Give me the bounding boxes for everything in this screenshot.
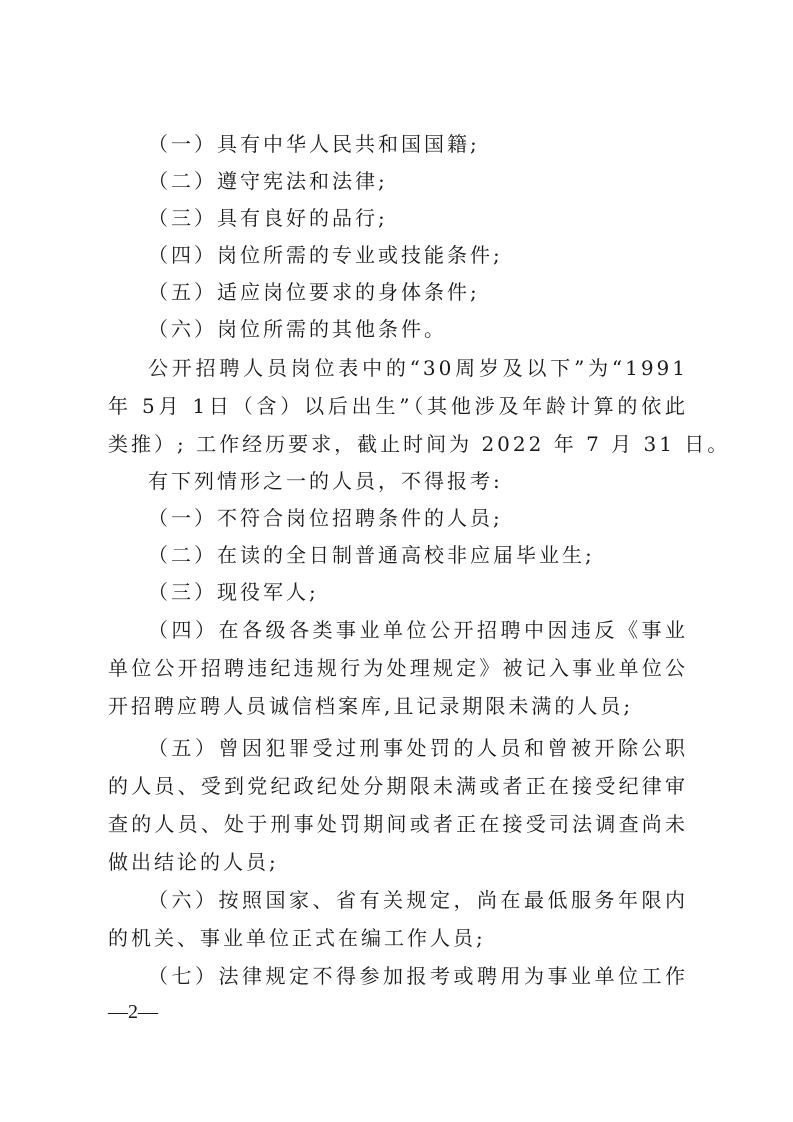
paragraph-line: （六）按照国家、省有关规定，尚在最低服务年限内 <box>148 888 688 912</box>
paragraph-line: 有下列情形之一的人员，不得报考: <box>148 469 503 493</box>
paragraph-line: 公开招聘人员岗位表中的“30周岁及以下”为“1991 <box>148 356 688 380</box>
paragraph-line: （一）具有中华人民共和国国籍; <box>148 132 480 156</box>
paragraph-line: 年 5月 1日（含）以后出生”（其他涉及年龄计算的依此 <box>108 394 688 418</box>
paragraph-line: 类推）; 工作经历要求，截止时间为 2022 年 7 月 31 日。 <box>108 432 731 456</box>
paragraph-line: （一）不符合岗位招聘条件的人员; <box>148 506 503 530</box>
paragraph-line: 的人员、受到党纪政纪处分期限未满或者正在接受纪律审 <box>108 774 688 798</box>
paragraph-line: （四）岗位所需的专业或技能条件; <box>148 243 503 267</box>
paragraph-line: （六）岗位所需的其他条件。 <box>148 317 447 341</box>
paragraph-line: 的机关、事业单位正式在编工作人员; <box>108 926 486 950</box>
paragraph-line: 开招聘应聘人员诚信档案库,且记录期限未满的人员; <box>108 694 634 718</box>
page-number: —2— <box>108 1001 158 1023</box>
paragraph-line: 做出结论的人员; <box>108 850 279 874</box>
paragraph-line: （三）现役军人; <box>148 580 319 604</box>
paragraph-line: （七）法律规定不得参加报考或聘用为事业单位工作 <box>148 964 688 988</box>
paragraph-line: 单位公开招聘违纪违规行为处理规定》被记入事业单位公 <box>108 656 688 680</box>
paragraph-line: （四）在各级各类事业单位公开招聘中因违反《事业 <box>148 618 688 642</box>
paragraph-line: （二）遵守宪法和法律; <box>148 169 388 193</box>
paragraph-line: 查的人员、处于刑事处罚期间或者正在接受司法调查尚未 <box>108 812 688 836</box>
paragraph-line: （五）曾因犯罪受过刑事处罚的人员和曾被开除公职 <box>148 736 688 760</box>
paragraph-line: （五）适应岗位要求的身体条件; <box>148 280 480 304</box>
paragraph-line: （三）具有良好的品行; <box>148 206 388 230</box>
paragraph-line: （二）在读的全日制普通高校非应届毕业生; <box>148 543 595 567</box>
